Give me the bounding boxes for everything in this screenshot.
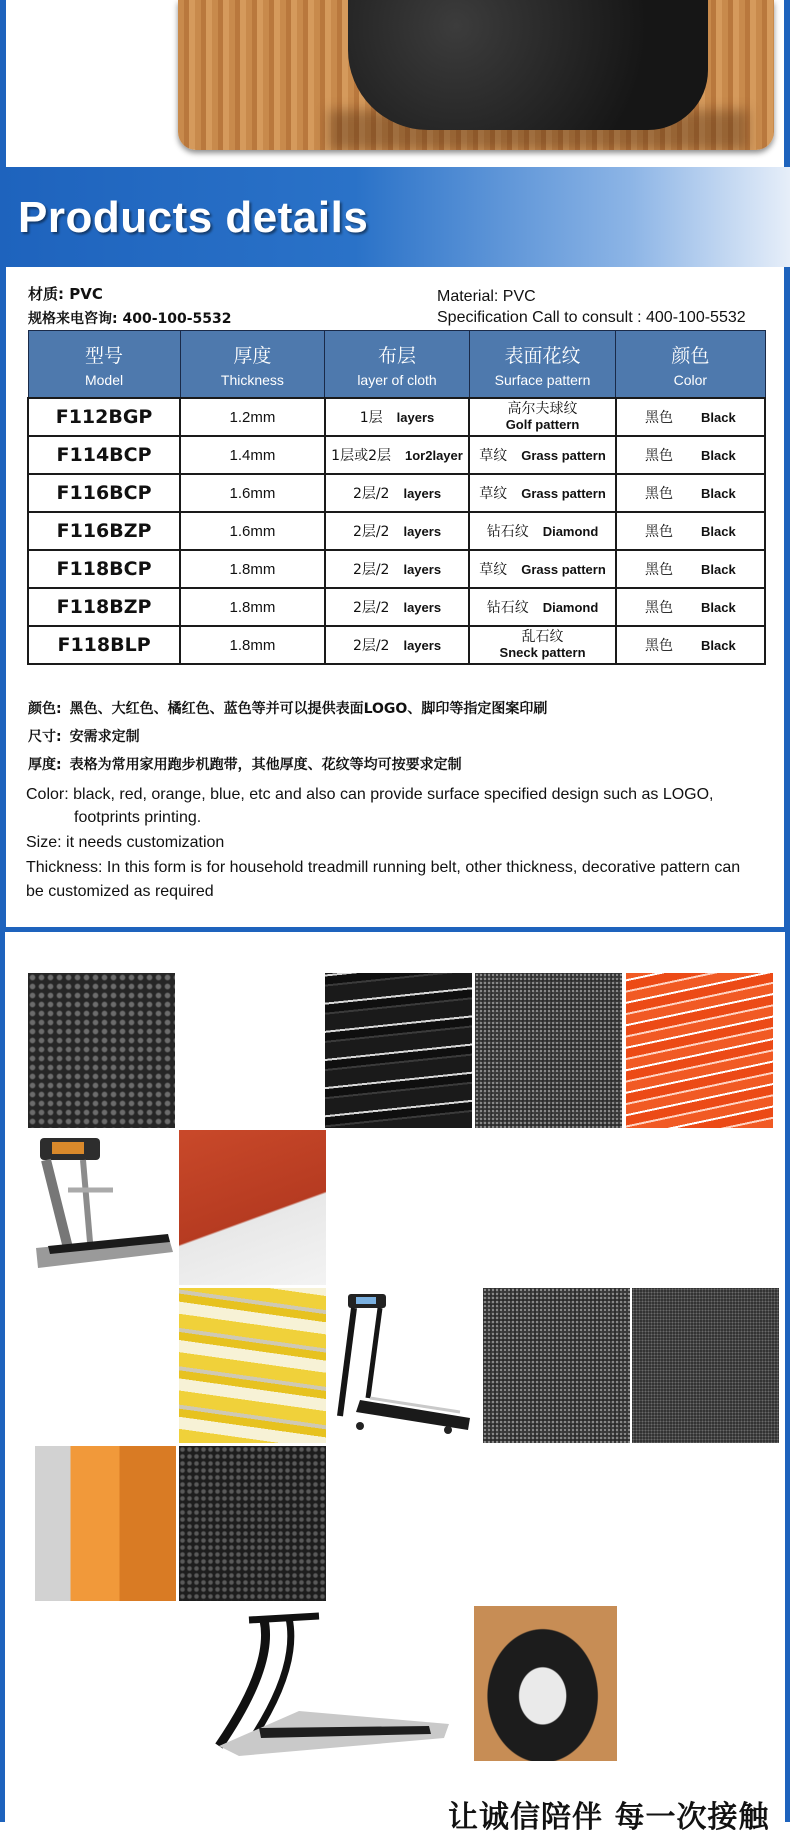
right-border-lower	[785, 930, 790, 1822]
cell-model: F116BZP	[28, 512, 180, 550]
photo-diamond-pattern-belt	[179, 1446, 326, 1601]
cell-model: F114BCP	[28, 436, 180, 474]
cell-color: 黑色 Black	[616, 436, 765, 474]
cell-color: 黑色 Black	[616, 512, 765, 550]
cell-thickness: 1.4mm	[180, 436, 325, 474]
header-color: 颜色 Color	[616, 331, 765, 399]
cell-model: F118BLP	[28, 626, 180, 664]
photo-belt-roll-floor	[474, 1606, 617, 1761]
cell-layer: 1层或2层 1or2layer	[325, 436, 470, 474]
cell-layer: 2层/2 layers	[325, 550, 470, 588]
note-thickness-cn: 厚度: 表格为常用家用跑步机跑带，其他厚度、花纹等均可按要求定制	[28, 757, 462, 773]
photo-yellow-belts	[179, 1288, 326, 1443]
right-border	[784, 0, 790, 930]
table-row	[28, 626, 765, 664]
photo-grass-pattern-belt	[475, 973, 622, 1128]
cell-pattern: 乱石纹 Sneck pattern	[469, 626, 615, 664]
photo-sand-pattern-belt	[483, 1288, 630, 1443]
note-size-cn: 尺寸: 安需求定制	[28, 729, 140, 745]
left-border	[0, 0, 6, 930]
cell-model: F118BCP	[28, 550, 180, 588]
photo-treadmill-black-frame	[179, 1606, 472, 1761]
cell-color: 黑色 Black	[616, 398, 765, 436]
cell-thickness: 1.2mm	[180, 398, 325, 436]
section-divider	[0, 927, 790, 932]
table-row	[28, 512, 765, 550]
note-thickness-en-2: be customized as required	[26, 883, 214, 900]
cell-thickness: 1.6mm	[180, 512, 325, 550]
note-color-en-2: footprints printing.	[74, 809, 202, 826]
consult-cn: 规格来电咨询: 400-100-5532	[28, 311, 232, 327]
table-row	[28, 588, 765, 626]
table-row	[28, 398, 765, 436]
cell-color: 黑色 Black	[616, 550, 765, 588]
cell-pattern: 草纹 Grass pattern	[469, 436, 615, 474]
cell-model: F116BCP	[28, 474, 180, 512]
cell-thickness: 1.8mm	[180, 626, 325, 664]
cell-layer: 1层 layers	[325, 398, 470, 436]
photo-golf-pattern-belt	[28, 973, 175, 1128]
photo-treadmill-folding	[330, 1288, 477, 1443]
header-layer: 布层 layer of cloth	[325, 331, 470, 399]
cell-thickness: 1.8mm	[180, 588, 325, 626]
cell-layer: 2层/2 layers	[325, 512, 470, 550]
cell-color: 黑色 Black	[616, 626, 765, 664]
cell-thickness: 1.8mm	[180, 550, 325, 588]
table-row	[28, 550, 765, 588]
cell-thickness: 1.6mm	[180, 474, 325, 512]
material-en: Material: PVC	[437, 288, 536, 305]
photo-red-belt-sheet	[179, 1130, 326, 1285]
cell-color: 黑色 Black	[616, 588, 765, 626]
cell-color: 黑色 Black	[616, 474, 765, 512]
material-cn: 材质: PVC	[28, 285, 103, 303]
cell-pattern: 钻石纹 Diamond	[469, 588, 615, 626]
note-color-cn: 颜色: 黑色、大红色、橘红色、蓝色等并可以提供表面LOGO、脚印等指定图案印刷	[28, 701, 548, 717]
photo-black-rolls	[325, 973, 472, 1128]
cell-layer: 2层/2 layers	[325, 588, 470, 626]
table-header-row	[28, 331, 765, 399]
cell-layer: 2层/2 layers	[325, 626, 470, 664]
photo-fine-texture-belt	[632, 1288, 779, 1443]
note-thickness-en-1: Thickness: In this form is for household treadmill running belt, other thickness, decorative pattern can	[26, 859, 741, 876]
header-pattern: 表面花纹 Surface pattern	[469, 331, 615, 399]
left-border-lower	[0, 930, 5, 1822]
table-row	[28, 436, 765, 474]
photo-treadmill-commercial	[28, 1130, 175, 1285]
cell-pattern: 高尔夫球纹 Golf pattern	[469, 398, 615, 436]
photo-orange-strips	[626, 973, 773, 1128]
note-size-en: Size: it needs customization	[26, 834, 225, 851]
header-model: 型号 Model	[28, 331, 180, 399]
cell-pattern: 草纹 Grass pattern	[469, 474, 615, 512]
hero-photo-belt	[178, 0, 774, 150]
spec-table	[27, 330, 766, 665]
footer-slogan: 让诚信陪伴 每一次接触	[448, 1800, 770, 1835]
cell-model: F112BGP	[28, 398, 180, 436]
table-row	[28, 474, 765, 512]
photo-orange-roll	[35, 1446, 176, 1601]
cell-pattern: 草纹 Grass pattern	[469, 550, 615, 588]
consult-en: Specification Call to consult : 400-100-5532	[437, 309, 746, 326]
cell-pattern: 钻石纹 Diamond	[469, 512, 615, 550]
note-color-en-1: Color: black, red, orange, blue, etc and also can provide surface specified design such as LOGO,	[26, 786, 714, 803]
cell-model: F118BZP	[28, 588, 180, 626]
products-banner	[0, 167, 790, 267]
cell-layer: 2层/2 layers	[325, 474, 470, 512]
header-thickness: 厚度 Thickness	[180, 331, 325, 399]
banner-title: Products details	[18, 193, 369, 242]
